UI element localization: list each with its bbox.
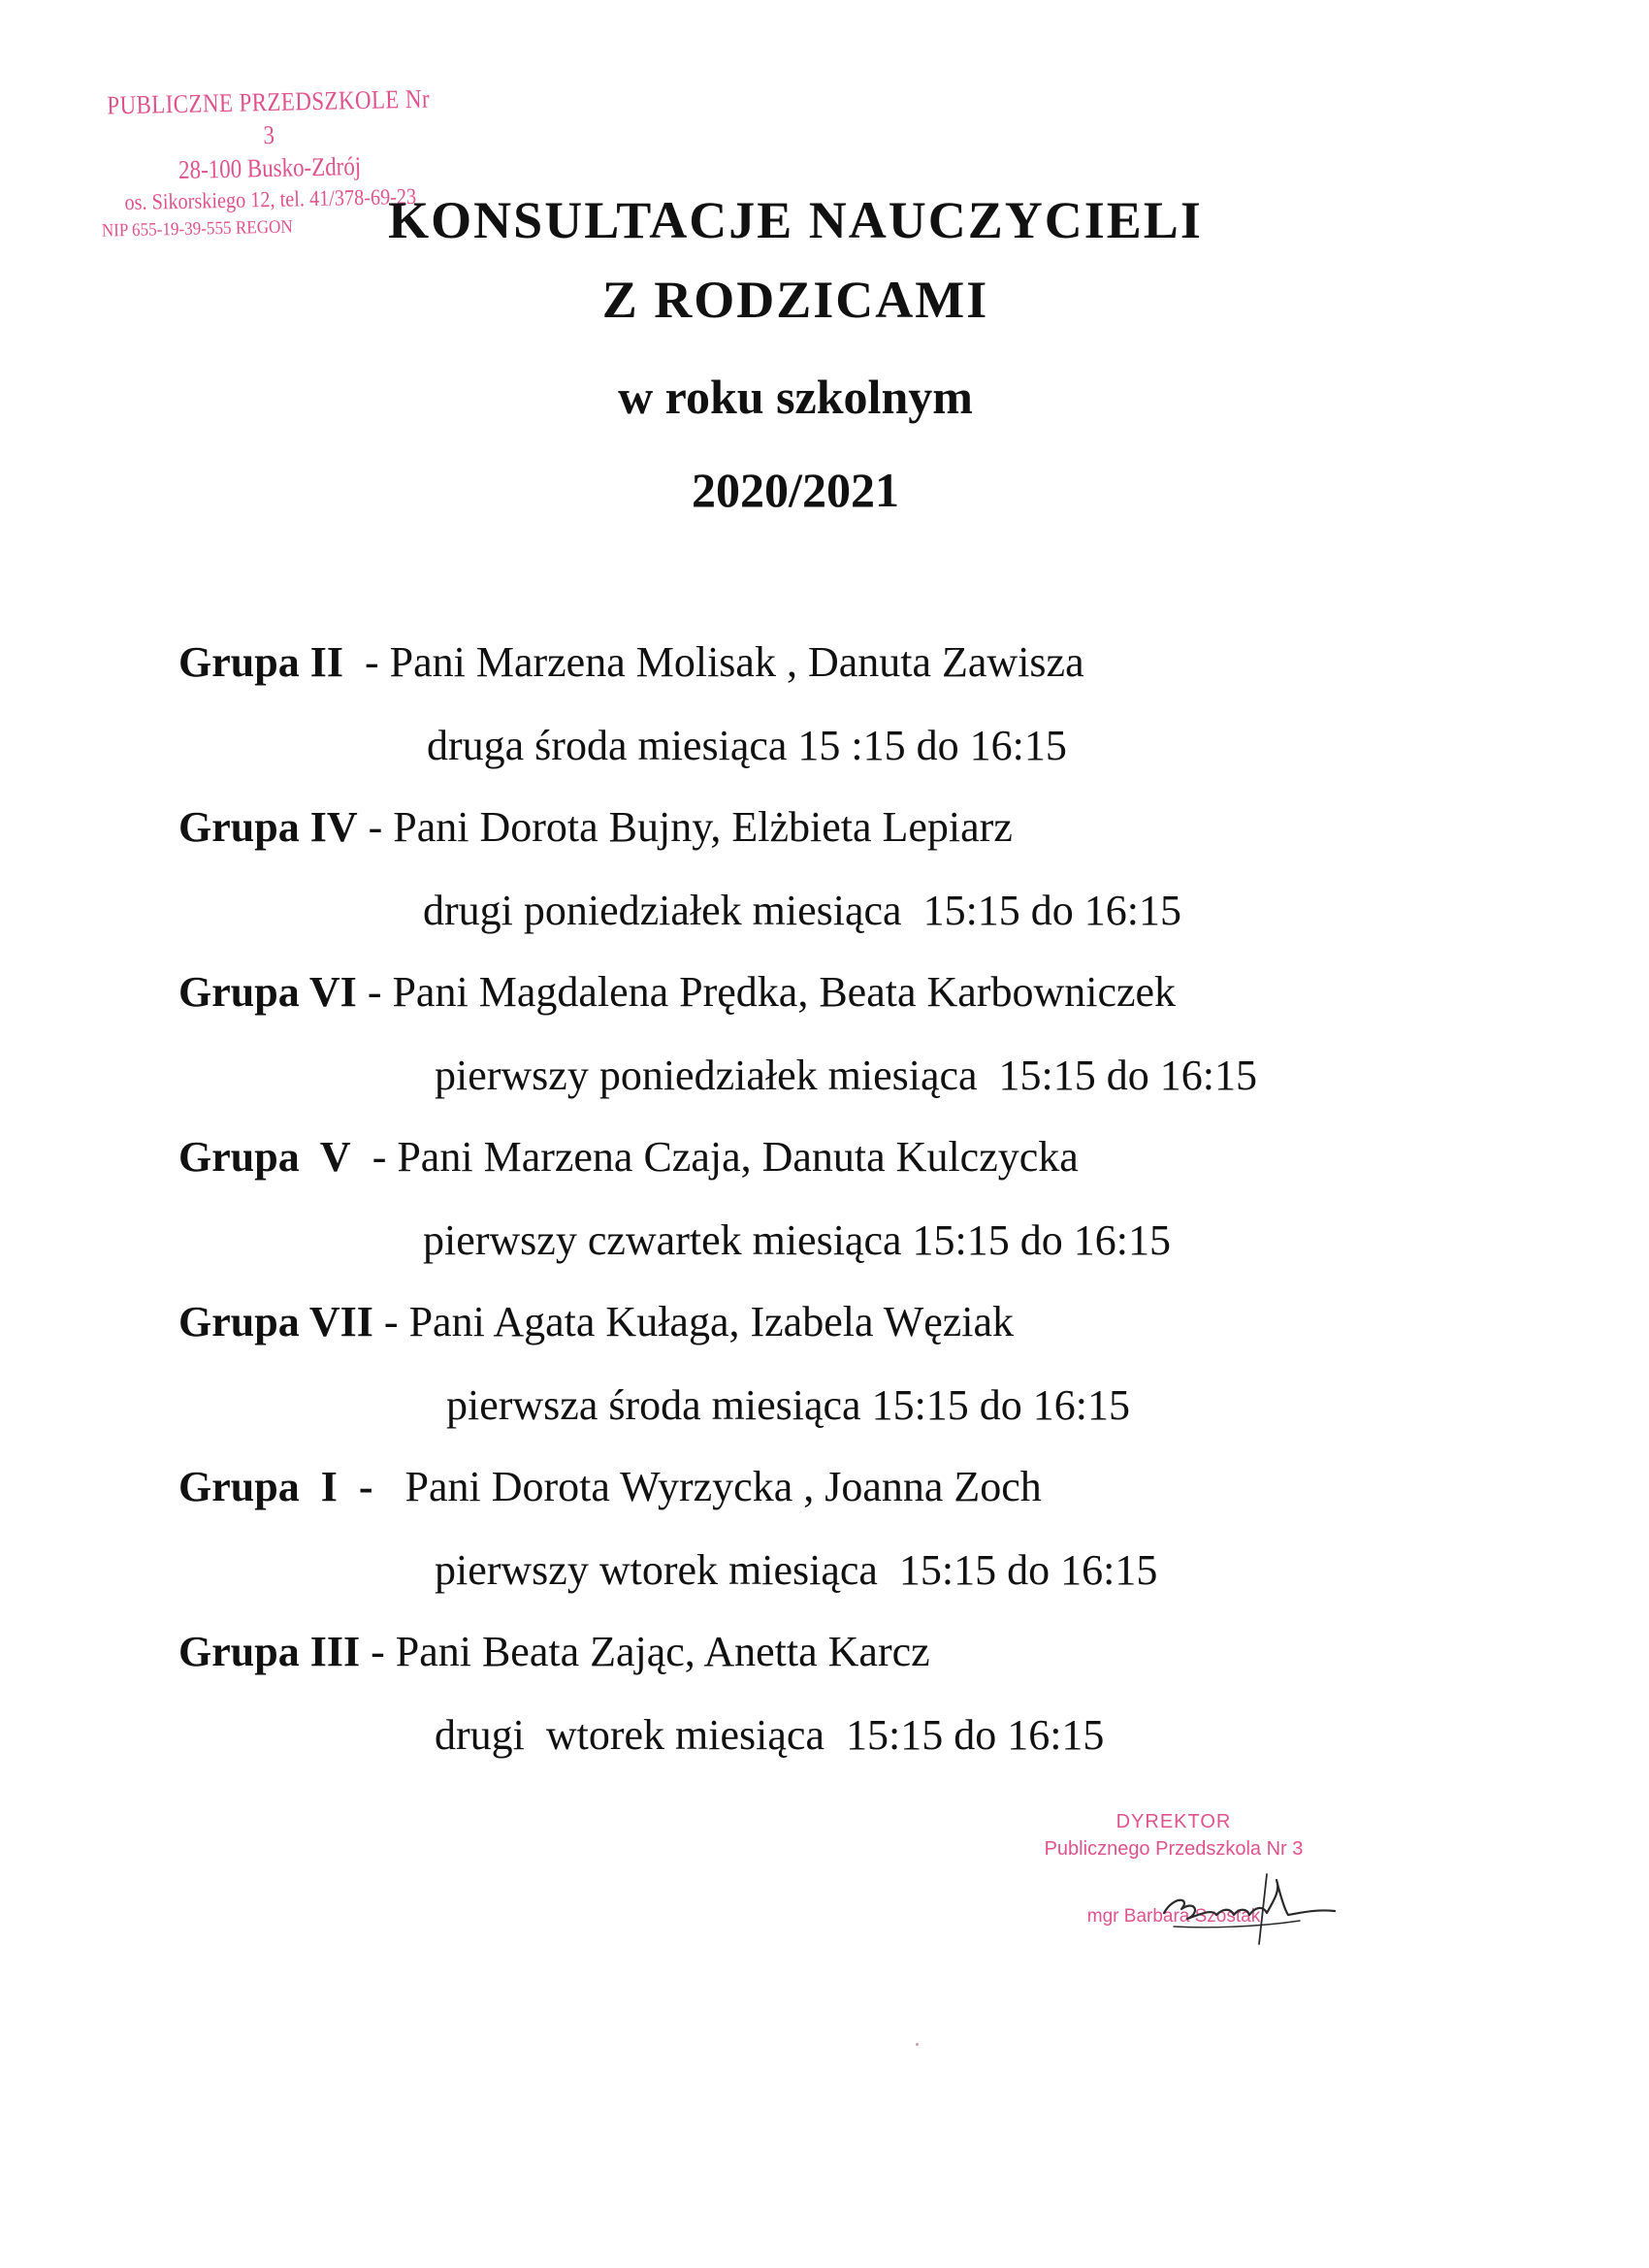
group-entry xyxy=(178,1294,1498,1459)
group-schedule: pierwszy czwartek miesiąca 15:15 do 16:15 xyxy=(423,1216,1171,1264)
group-entry xyxy=(178,1459,1498,1624)
group-label: Grupa VII xyxy=(178,1298,373,1345)
group-schedule: pierwsza środa miesiąca 15:15 do 16:15 xyxy=(446,1381,1131,1429)
stamp-line-3: os. Sikorskiego 12, tel. 41/378-69-23 xyxy=(124,183,417,215)
group-schedule: druga środa miesiąca 15 :15 do 16:15 xyxy=(427,722,1067,769)
group-teachers: - Pani Marzena Molisak , Danuta Zawisza xyxy=(342,638,1084,686)
group-label: Grupa I - xyxy=(178,1463,373,1510)
group-entry xyxy=(178,799,1498,964)
handwritten-signature xyxy=(1145,1870,1348,1948)
group-entry xyxy=(178,634,1498,799)
stamp-line-1: PUBLICZNE PRZEDSZKOLE Nr 3 xyxy=(107,83,431,150)
group-schedule: drugi wtorek miesiąca 15:15 do 16:15 xyxy=(435,1711,1105,1759)
director-name: mgr Barbara Szostak xyxy=(1086,1906,1261,1927)
consultation-list xyxy=(178,634,1498,1789)
group-heading-line xyxy=(178,964,1498,1021)
group-heading-line xyxy=(178,1624,1498,1680)
group-label: Grupa II xyxy=(178,638,343,686)
group-label: Grupa III xyxy=(178,1628,361,1675)
page-title-line-1: KONSULTACJE NAUCZYCIELI xyxy=(388,191,1203,249)
group-teachers: - Pani Agata Kułaga, Izabela Węziak xyxy=(372,1298,1015,1345)
group-heading-line xyxy=(178,634,1498,691)
director-institution: Publicznego Przedszkola Nr 3 xyxy=(1044,1838,1304,1860)
group-schedule: pierwszy wtorek miesiąca 15:15 do 16:15 xyxy=(435,1546,1158,1594)
group-teachers: Pani Dorota Wyrzycka , Joanna Zoch xyxy=(372,1463,1042,1510)
school-year: 2020/2021 xyxy=(692,463,899,517)
group-heading-line xyxy=(178,1459,1498,1515)
group-label: Grupa IV xyxy=(178,803,358,851)
page-title-line-2: Z RODZICAMI xyxy=(601,271,989,329)
group-teachers: - Pani Magdalena Prędka, Beata Karbowniczek xyxy=(356,968,1177,1016)
group-entry xyxy=(178,964,1498,1129)
stamp-line-4: NIP 655-19-39-555 REGON xyxy=(101,216,293,242)
group-entry xyxy=(178,1624,1498,1789)
scan-speck xyxy=(916,2043,919,2046)
group-heading-line xyxy=(178,1294,1498,1350)
group-teachers: - Pani Beata Zając, Anetta Karcz xyxy=(360,1628,930,1675)
group-heading-line xyxy=(178,799,1498,856)
group-schedule: drugi poniedziałek miesiąca 15:15 do 16:15 xyxy=(423,887,1182,934)
group-label: Grupa VI xyxy=(178,968,357,1016)
group-teachers: - Pani Marzena Czaja, Danuta Kulczycka xyxy=(350,1133,1079,1181)
page-subtitle: w roku szkolnym xyxy=(618,370,973,424)
director-title: DYREKTOR xyxy=(1116,1811,1232,1832)
group-label: Grupa V xyxy=(178,1133,351,1181)
group-entry xyxy=(178,1129,1498,1294)
stamp-line-2: 28-100 Busko-Zdrój xyxy=(178,151,362,184)
group-heading-line xyxy=(178,1129,1498,1185)
group-schedule: pierwszy poniedziałek miesiąca 15:15 do 16:15 xyxy=(435,1052,1257,1099)
group-teachers: - Pani Dorota Bujny, Elżbieta Lepiarz xyxy=(357,803,1013,851)
